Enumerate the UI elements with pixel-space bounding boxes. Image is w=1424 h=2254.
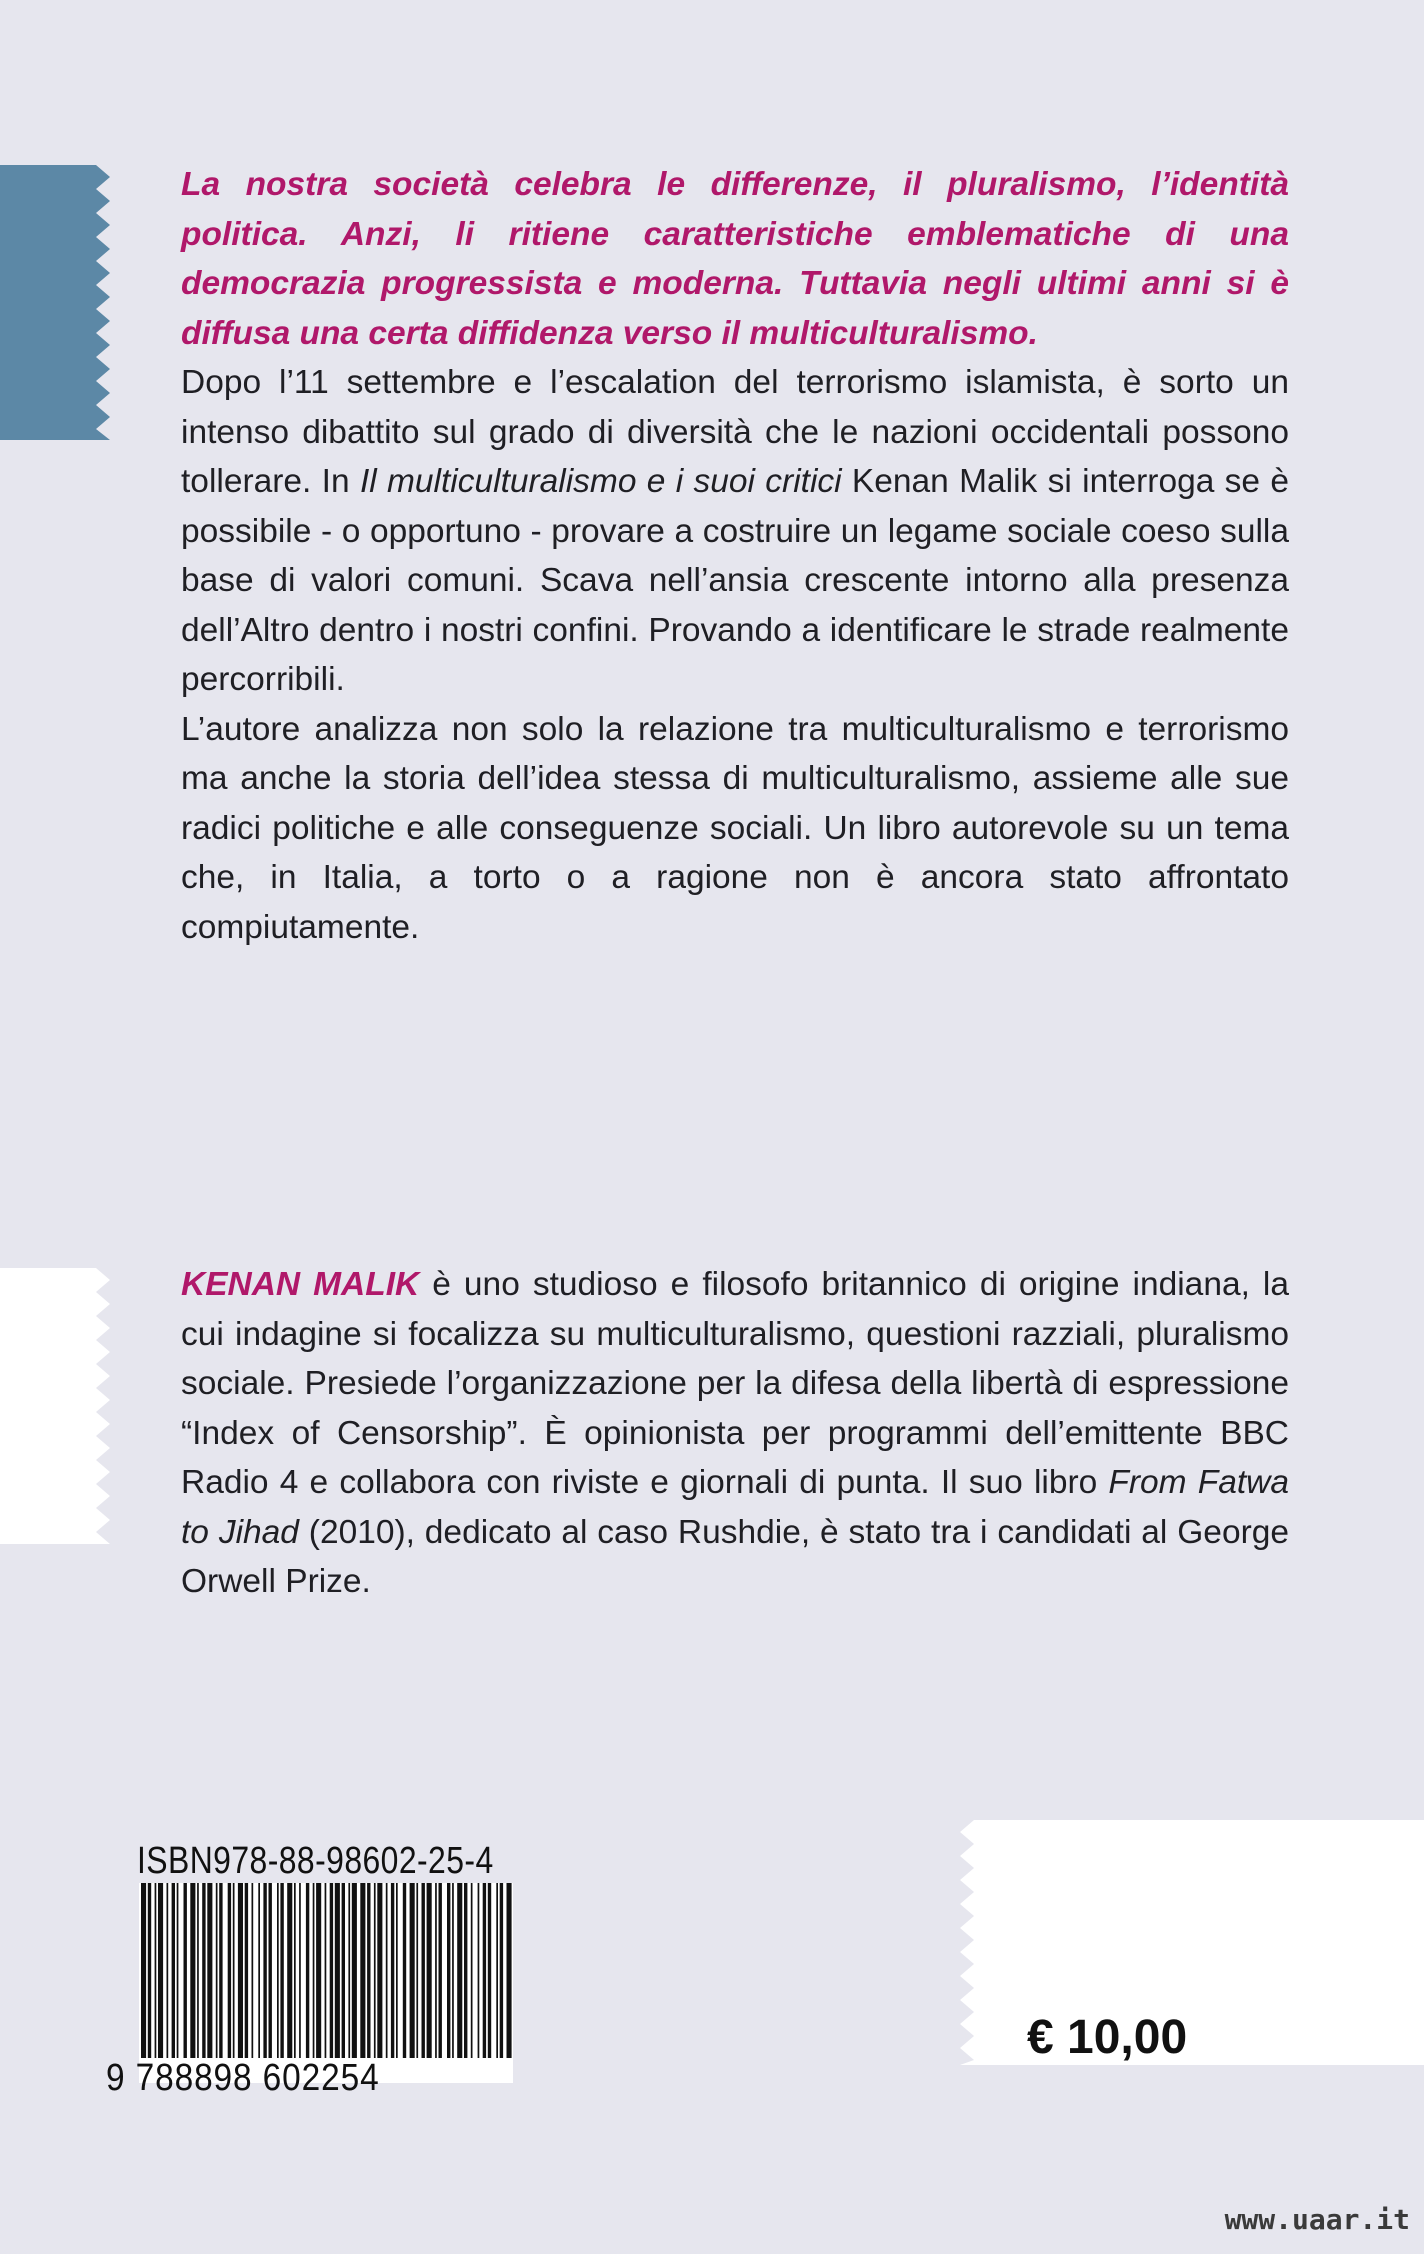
barcode-bar [439,1883,442,2058]
barcode-bar [277,1883,279,2058]
barcode-bar [488,1883,491,2058]
blurb-lead: La nostra società celebra le differenze, il pluralismo, l’identità politica. Anzi, li ritiene caratteristiche emblematiche di una democrazia progressista e moderna. Tuttavia negli ultimi anni si è diffusa una certa diffidenza verso il multiculturalismo. [181,166,1289,352]
barcode-bar [391,1883,394,2058]
barcode-bar [167,1883,169,2058]
barcode-bar [306,1883,309,2058]
barcode-bar [427,1883,432,2058]
barcode-bar [352,1883,357,2058]
barcode-bar [478,1883,480,2058]
barcode-bar [258,1883,260,2058]
zigzag-edge-icon [0,165,110,440]
barcode-bar [207,1883,212,2058]
barcode-bar [325,1883,327,2058]
back-cover-blurb [181,160,1289,952]
barcode-bar [447,1883,450,2058]
barcode-bar [299,1883,301,2058]
barcode-bar [197,1883,199,2058]
author-name: KENAN MALIK [181,1266,420,1303]
barcode-bar [452,1883,454,2058]
barcode-bar [287,1883,292,2058]
barcode-bar [313,1883,315,2058]
barcode-bar [396,1883,398,2058]
zigzag-edge-icon [0,1268,110,1544]
barcode-digits: 9 788898 602254 [106,2057,380,2099]
barcode-bar [330,1883,333,2058]
barcode-bar [280,1883,283,2058]
author-book-title: From Fatwa to Jihad [181,1464,1289,1551]
barcode-bar [416,1883,418,2058]
barcode-bar [190,1883,195,2058]
barcode-bar [403,1883,406,2058]
barcode-bar [386,1883,388,2058]
barcode-bar [374,1883,376,2058]
barcode-bar [245,1883,248,2058]
barcode-bar [422,1883,425,2058]
isbn-label: ISBN978-88-98602-25-4 [137,1840,494,1882]
zigzag-edge-icon [960,1820,990,2065]
blurb-paragraph-1: Dopo l’11 settembre e l’escalation del terrorismo islamista, è sorto un intenso dibattito sul grado di diversità che le nazioni occidentali possono tollerare. In Il multiculturalismo e i suoi critici Kenan Malik si interroga se è possibile - o opportuno - provare a costruire un legame sociale coeso sulla base di valori comuni. Scava nell’ansia crescente intorno alla presenza dell’Altro dentro i nostri confini. Provando a identificare le strade realmente percorribili. [181,364,1290,698]
barcode-bar [377,1883,382,2058]
barcode-bar [496,1883,498,2058]
barcode-bar [228,1883,231,2058]
barcode-bar [184,1883,187,2058]
decorative-blue-tab [0,165,110,440]
barcode-bar [141,1883,146,2058]
decorative-white-tab [0,1268,110,1544]
author-bio: KENAN MALIK è uno studioso e filosofo britannico di origine indiana, la cui indagine si focalizza su multiculturalismo, questioni razziali, pluralismo sociale. Presiede l’organizzazione per la difesa della libertà di espressione “Index of Censorship”. È opinionista per programmi dell’emittente BBC Radio 4 e collabora con riviste e giornali di punta. Il suo libro From Fatwa to Jihad (2010), dedicato al caso Rushdie, è stato tra i candidati al George Orwell Prize. [181,1266,1289,1600]
barcode-bar [263,1883,266,2058]
barcode-bar [216,1883,218,2058]
barcode-bar [294,1883,296,2058]
barcode-bar [360,1883,365,2058]
blurb-paragraph-2: L’autore analizza non solo la relazione tra multiculturalismo e terrorismo ma anche la storia dell’idea stessa di multiculturalismo, assieme alle sue radici politiche e alle conseguenze sociali. Un libro autorevole su un tema che, in Italia, a torto o a ragione non è ancora stato affrontato compiutamente. [181,710,1289,946]
barcode-bar [367,1883,370,2058]
barcode-bar [500,1883,503,2058]
barcode-bar [464,1883,467,2058]
barcode-bar [335,1883,340,2058]
barcode-bar [342,1883,345,2058]
barcode-bar [177,1883,179,2058]
barcode-bar [457,1883,462,2058]
price: € 10,00 [1027,2011,1188,2064]
barcode-bar [435,1883,437,2058]
barcode-bar [148,1883,151,2058]
barcode-bar [202,1883,205,2058]
barcode-bar [158,1883,163,2058]
book-title: Il multiculturalismo e i suoi critici [359,463,842,500]
barcode-bar [316,1883,321,2058]
barcode-bar [471,1883,473,2058]
barcode-bar [172,1883,175,2058]
watermark-url: www.uaar.it [1224,2203,1410,2236]
barcode-bar [269,1883,272,2058]
barcode-bar [252,1883,254,2058]
barcode [139,1883,513,2083]
barcode-bar [238,1883,243,2058]
barcode-bar [155,1883,157,2058]
barcode-bar [483,1883,486,2058]
barcode-bar [233,1883,235,2058]
barcode-bar [507,1883,512,2058]
barcode-bar [410,1883,415,2058]
barcode-bar [348,1883,350,2058]
barcode-bar [219,1883,222,2058]
